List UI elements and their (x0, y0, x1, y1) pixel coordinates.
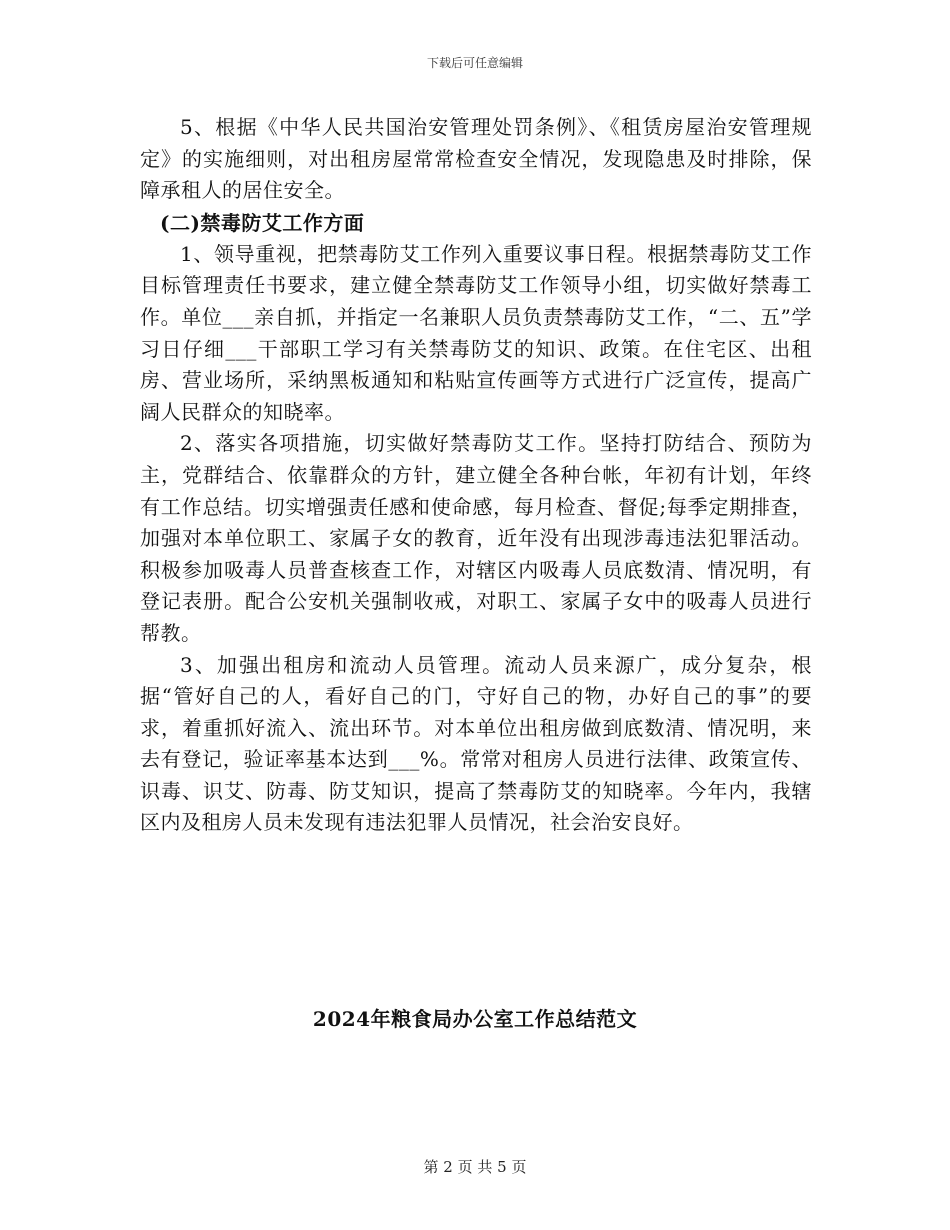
paragraph-item-5: 5、根据《中华人民共国治安管理处罚条例》、《租赁房屋治安管理规定》的实施细则，对出租房屋常常检查安全情况，发现隐患及时排除，保障承租人的居住安全。 (140, 115, 812, 203)
paragraph-item-3: 3、加强出租房和流动人员管理。流动人员来源广，成分复杂，根据“管好自己的人，看好自己的门，守好自己的物，办好自己的事”的要求，着重抓好流入、流出环节。对本单位出租房做到底数清、情况明，来去有登记，验证率基本达到___%。常常对租房人员进行法律、政策宣传、识毒、识艾、防毒、防艾知识，提高了禁毒防艾的知晓率。今年内，我辖区内及租房人员未发现有违法犯罪人员情况，社会治安良好。 (140, 652, 812, 835)
document-body (140, 112, 812, 839)
next-document-title: 2024年粮食局办公室工作总结范文 (312, 1007, 638, 1031)
section-heading-anti-drug: (二)禁毒防艾工作方面 (160, 210, 365, 235)
paragraph-item-2: 2、落实各项措施，切实做好禁毒防艾工作。坚持打防结合、预防为主，党群结合、依靠群众的方针，建立健全各种台帐，年初有计划，年终有工作总结。切实增强责任感和使命感，每月检查、督促;每季定期排查，加强对本单位职工、家属子女的教育，近年没有出现涉毒违法犯罪活动。积极参加吸毒人员普查核查工作，对辖区内吸毒人员底数清、情况明，有登记表册。配合公安机关强制收戒，对职工、家属子女中的吸毒人员进行帮教。 (140, 431, 812, 645)
header-note: 下载后可任意编辑 (426, 56, 523, 70)
paragraph-item-1: 1、领导重视，把禁毒防艾工作列入重要议事日程。根据禁毒防艾工作目标管理责任书要求，建立健全禁毒防艾工作领导小组，切实做好禁毒工作。单位___亲自抓，并指定一名兼职人员负责禁毒防艾工作，“二、五”学习日仔细___干部职工学习有关禁毒防艾的知识、政策。在住宅区、出租房、营业场所，采纳黑板通知和粘贴宣传画等方式进行广泛宣传，提高广阔人民群众的知晓率。 (140, 241, 812, 424)
page-number: 第 2 页 共 5 页 (423, 1158, 527, 1176)
